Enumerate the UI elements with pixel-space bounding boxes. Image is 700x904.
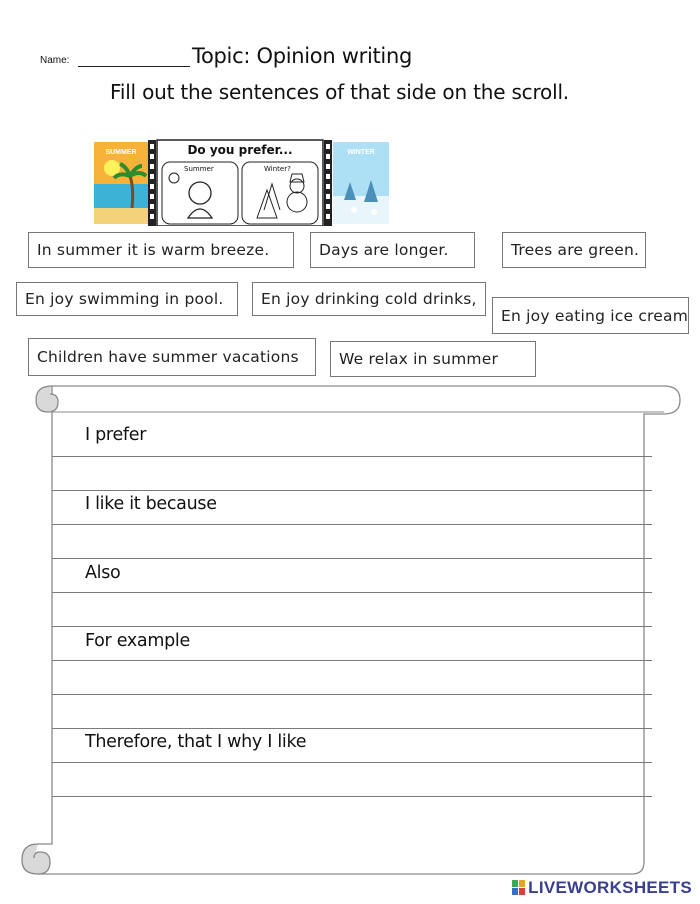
prompt-also: Also: [85, 563, 121, 583]
writing-line[interactable]: [52, 660, 652, 661]
film-strip-right: [324, 140, 332, 226]
liveworksheets-logo[interactable]: [512, 878, 692, 898]
summer-label: SUMMER: [105, 149, 137, 156]
sentence-box-7[interactable]: Children have summer vacations: [28, 338, 316, 376]
prompt-for-example: For example: [85, 631, 190, 651]
name-line[interactable]: [78, 66, 190, 67]
writing-line[interactable]: [52, 694, 652, 695]
sentence-box-4[interactable]: En joy swimming in pool.: [16, 282, 238, 316]
sentence-box-8[interactable]: We relax in summer: [330, 341, 536, 377]
sentence-box-5[interactable]: En joy drinking cold drinks,: [252, 282, 486, 316]
question-text: Do you prefer...: [187, 143, 293, 157]
writing-line[interactable]: [52, 456, 652, 457]
sentence-box-3[interactable]: Trees are green.: [502, 232, 646, 268]
writing-line[interactable]: [52, 626, 652, 627]
name-label: Name:: [40, 55, 70, 66]
writing-line[interactable]: [52, 592, 652, 593]
summer-winter-illustration: [92, 138, 392, 226]
prompt-prefer: I prefer: [85, 425, 147, 445]
summer-panel: [94, 142, 148, 224]
question-card: [157, 140, 323, 226]
sentence-box-2[interactable]: Days are longer.: [310, 232, 475, 268]
sentence-box-6[interactable]: En joy eating ice cream: [492, 297, 689, 334]
winter-label: WINTER: [347, 149, 375, 156]
writing-line[interactable]: [52, 490, 652, 491]
logo-text: LIVEWORKSHEETS: [528, 878, 692, 897]
option-summer: Summer: [184, 165, 214, 173]
prompt-because: I like it because: [85, 494, 217, 514]
prompt-therefore: Therefore, that I why I like: [85, 732, 307, 752]
page-title: Topic: Opinion writing: [192, 44, 412, 68]
winter-panel: [333, 142, 389, 224]
sentence-box-1[interactable]: In summer it is warm breeze.: [28, 232, 294, 268]
writing-line[interactable]: [52, 524, 652, 525]
instruction-text: Fill out the sentences of that side on the scroll.: [110, 80, 569, 104]
writing-line[interactable]: [52, 762, 652, 763]
writing-line[interactable]: [52, 558, 652, 559]
logo-icon: [512, 880, 526, 896]
writing-line[interactable]: [52, 728, 652, 729]
option-winter: Winter?: [264, 165, 291, 173]
film-strip-left: [148, 140, 156, 226]
writing-line[interactable]: [52, 796, 652, 797]
